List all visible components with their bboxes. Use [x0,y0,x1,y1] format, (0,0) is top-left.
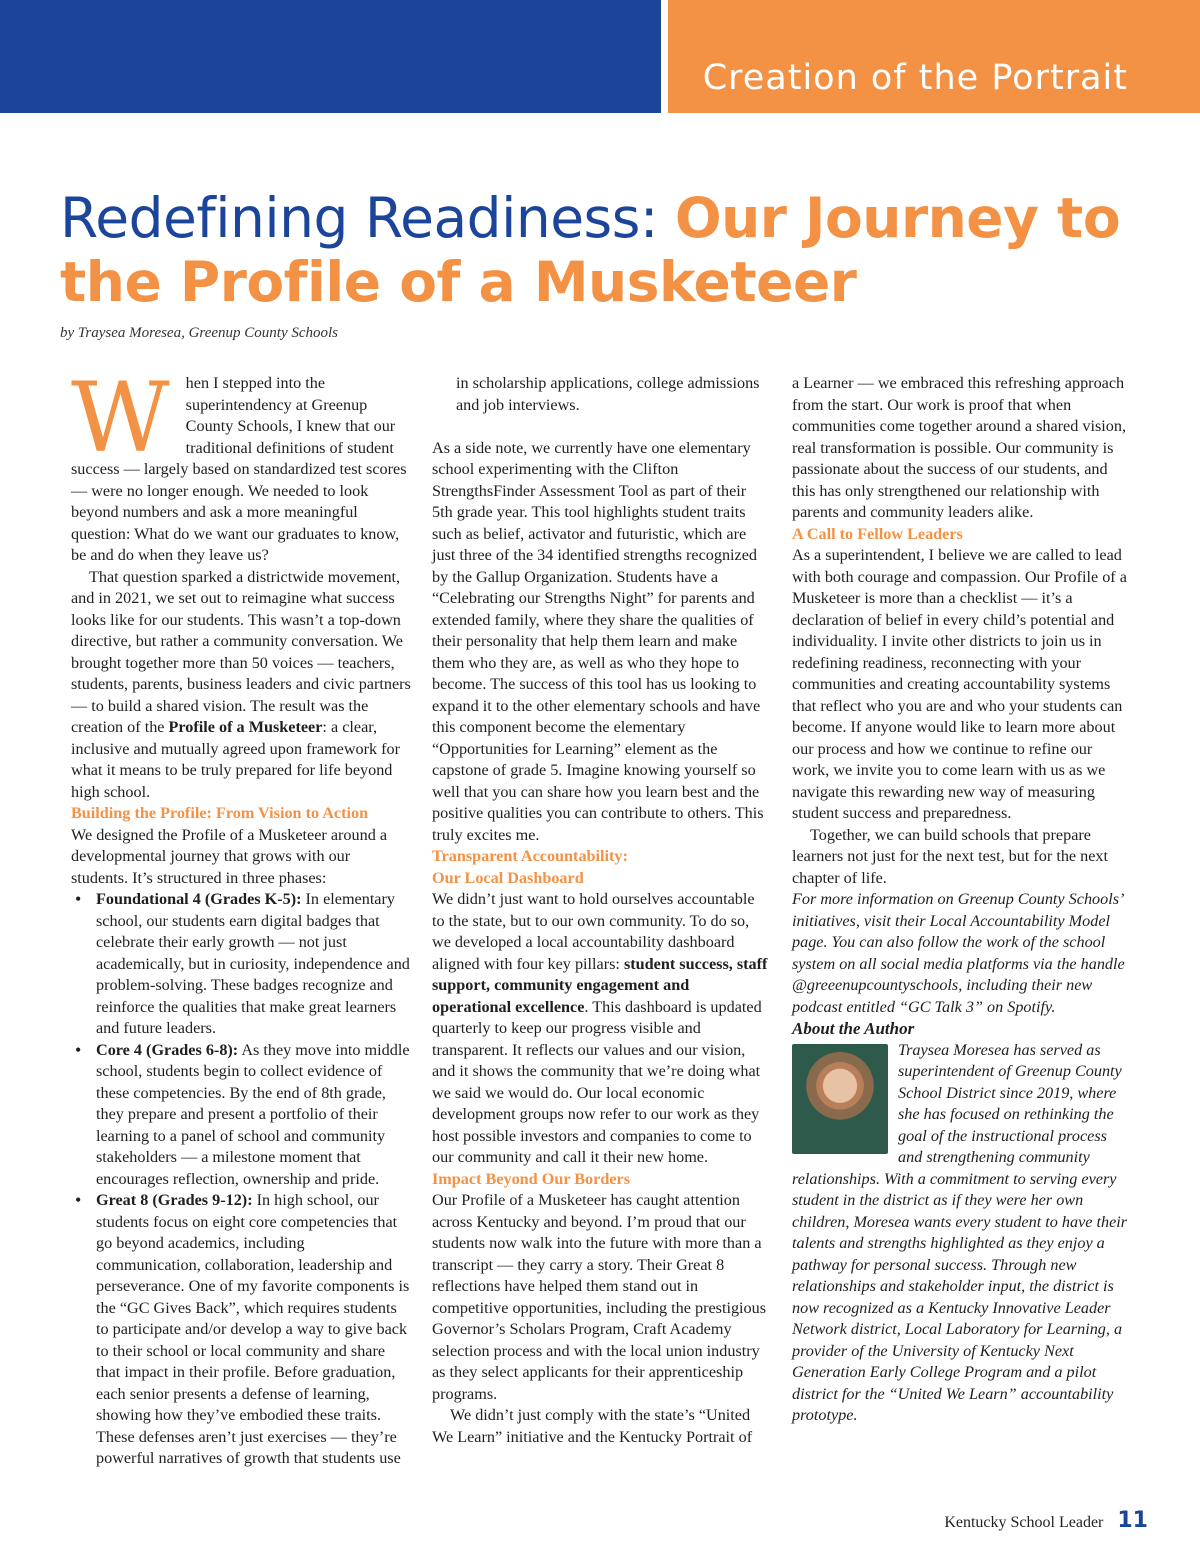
subhead-line-2: Our Local Dashboard [432,868,584,887]
paragraph-strengthsfinder: As a side note, we currently have one elementary school experimenting with the Clifton StrengthsFinder Assessment Tool as part of their 5th grade year. This tool highlights student traits such as belief, activator and futuristic, which are just three of the 34 identified strengths recognized by the Gallup Organization. Students have a “Celebrating our Strengths Night” for parents and extended family, where they share the qualities of their personality that help them learn and make them who they are, as well as who they hope to become. The success of this tool has us looking to expand it to the other elementary schools and have this component become the elementary “Opportunities for Learning” element as the capstone of grade 5. Imagine knowing yourself so well that you can share how you learn best and the positive qualities you can contribute to others. This truly excites me. [432,438,764,844]
section-title: Creation of the Portrait [702,58,1128,98]
byline: by Traysea Moresea, Greenup County Schools [60,325,339,341]
column-2 [432,373,770,1448]
paragraph-dashboard [432,889,770,1169]
dashboard-text-a: We didn’t just want to hold ourselves accountable to the state, but to our own community. To do so, we developed a local accountability dashboard aligned with four key pillars: [432,890,755,973]
about-author-heading: About the Author [792,1019,915,1038]
intro-text: hen I stepped into the superintendency at Greenup County Schools, I knew that our traditional definitions of student success — largely based on standardized test scores — were no longer enough. We needed to look beyond numbers and ask a more meaningful question: What do we want our graduates to know, be and do when they leave us? [71,374,407,564]
header-band-blue [0,0,661,113]
column-3 [792,373,1132,1427]
author-photo [792,1044,888,1154]
subhead-transparent-accountability [432,846,770,889]
title-part-1: Redefining Readiness: [60,186,675,250]
phase-label: Great 8 (Grades 9-12): [96,1191,253,1209]
page-footer [944,1508,1148,1533]
paragraph-together: Together, we can build schools that prepare learners not just for the next test, but for the next chapter of life. [792,825,1109,887]
list-item [71,889,411,1040]
author-bio [792,1040,1132,1427]
vision-text-a: That question sparked a districtwide movement, and in 2021, we set out to reimagine what success looks like for our students. This wasn’t a top-down directive, but rather a community conversation. We brought together more than 50 voices — teachers, students, parents, business leaders and civic partners — to build a shared vision. The result was the creation of the [71,567,411,736]
vision-text-bold: Profile of a Musketeer [168,718,323,736]
dashboard-text-c: . This dashboard is updated quarterly to keep our progress visible and transparent. It reflects our values and our vision, and it shows the community that we’re doing what we said we would do. Our local economic development groups now refer to our work as they host possible investors and companies to come to our community and call it their new home. [432,997,762,1166]
subhead-call-to-leaders: A Call to Fellow Leaders [792,524,963,543]
paragraph-portrait: a Learner — we embraced this refreshing approach from the start. Our work is proof that when communities come together around a shared vision, real transformation is possible. Our community is passionate about the success of our students, and this has only strengthened our relationship with parents and community leaders alike. [792,374,1127,521]
paragraph-phases-intro: We designed the Profile of a Musketeer around a developmental journey that grows with our students. It’s structured in three phases: [71,825,388,887]
more-info-note: For more information on Greenup County Schools’ initiatives, visit their Local Accountability Model page. You can also follow the work of the school system on all social media platforms via the handle @greeenupcountyschools, including their new podcast entitled “GC Talk 3” on Spotify. [792,890,1125,1016]
title-part-2: Our Journey to the Profile of a Musketeer [60,186,1121,314]
subhead-building-profile: Building the Profile: From Vision to Action [71,804,369,822]
phase-text: As they move into middle school, students begin to collect evidence of these competencies. By the end of 8th grade, they prepare and present a portfolio of their learning to a panel of school and community stakeholders — a milestone moment that encourages reflection, ownership and pride. [96,1040,410,1188]
vision-text-c: : a clear, inclusive and mutually agreed upon framework for what it means to be truly prepared for life beyond high school. [71,718,401,801]
paragraph-continuation: in scholarship applications, college admissions and job interviews. [456,374,760,414]
list-item [71,1040,411,1191]
phases-list [71,889,411,1470]
page-number: 11 [1117,1508,1148,1533]
paragraph-vision [71,567,411,804]
author-bio-text: Traysea Moresea has served as superintendent of Greenup County School District since 2019, where she has focused on rethinking the goal of the instructional process and strengthening community relationships. With a commitment to serving every student in the district as if they were her own children, Moresea wants every student to have their talents and strengths highlighted as they enjoy a pathway for personal success. Through new relationships and stakeholder input, the district is now recognized as a Kentucky Innovative Leader Network district, Local Laboratory for Learning, a provider of the University of Kentucky Next Generation Early College Program and a pilot district for the “United We Learn” accountability prototype. [792,1040,1128,1424]
publication-name: Kentucky School Leader [944,1514,1104,1531]
phase-text: In elementary school, our students earn digital badges that celebrate their early growth — not just academically, but in curiosity, independence and problem-solving. These badges recognize and reinforce the qualities that make great learners and future leaders. [96,890,410,1037]
article-title [60,186,1160,314]
subhead-impact: Impact Beyond Our Borders [432,1169,631,1188]
paragraph-intro [71,362,411,567]
phase-label: Core 4 (Grades 6-8): [96,1040,239,1059]
column-1 [71,362,411,1470]
phase-label: Foundational 4 (Grades K-5): [96,890,302,908]
paragraph-impact: Our Profile of a Musketeer has caught attention across Kentucky and beyond. I’m proud that our students now walk into the future with more than a transcript — they carry a story. Their Great 8 reflections have helped them stand out in competitive opportunities, including the prestigious Governor’s Scholars Program, Craft Academy selection process and with the local union industry as they select applicants for their apprenticeship programs. [432,1191,767,1403]
dashboard-pillars: student success, staff support, community engagement and operational excellence [432,954,768,1016]
subhead-line-1: Transparent Accountability: [432,847,628,865]
phase-text: In high school, our students focus on eight core competencies that go beyond academics, including communication, collaboration, leadership and perseverance. One of my favorite components is the “GC Gives Back”, which requires students to participate and/or develop a way to give back to their school or local community and share that impact in their profile. Before graduation, each senior presents a defense of learning, showing how they’ve embodied these traits. These defenses aren’t just exercises — they’re powerful narratives of growth that students use [96,1191,410,1467]
paragraph-united-we-learn: We didn’t just comply with the state’s “United We Learn” initiative and the Kentucky Portrait of [432,1406,753,1446]
list-item [71,1190,411,1470]
drop-cap: W [71,362,170,474]
paragraph-call: As a superintendent, I believe we are called to lead with both courage and compassion. Our Profile of a Musketeer is more than a checklist — it’s a declaration of belief in every child’s potential and individuality. I invite other districts to join us in redefining readiness, reconnecting with your communities and creating accountability systems that reflect who you are and who your students can become. If anyone would like to learn more about our process and how we continue to refine our work, we invite you to come learn with us as we navigate this rewarding new way of measuring student success and preparedness. [792,546,1127,822]
